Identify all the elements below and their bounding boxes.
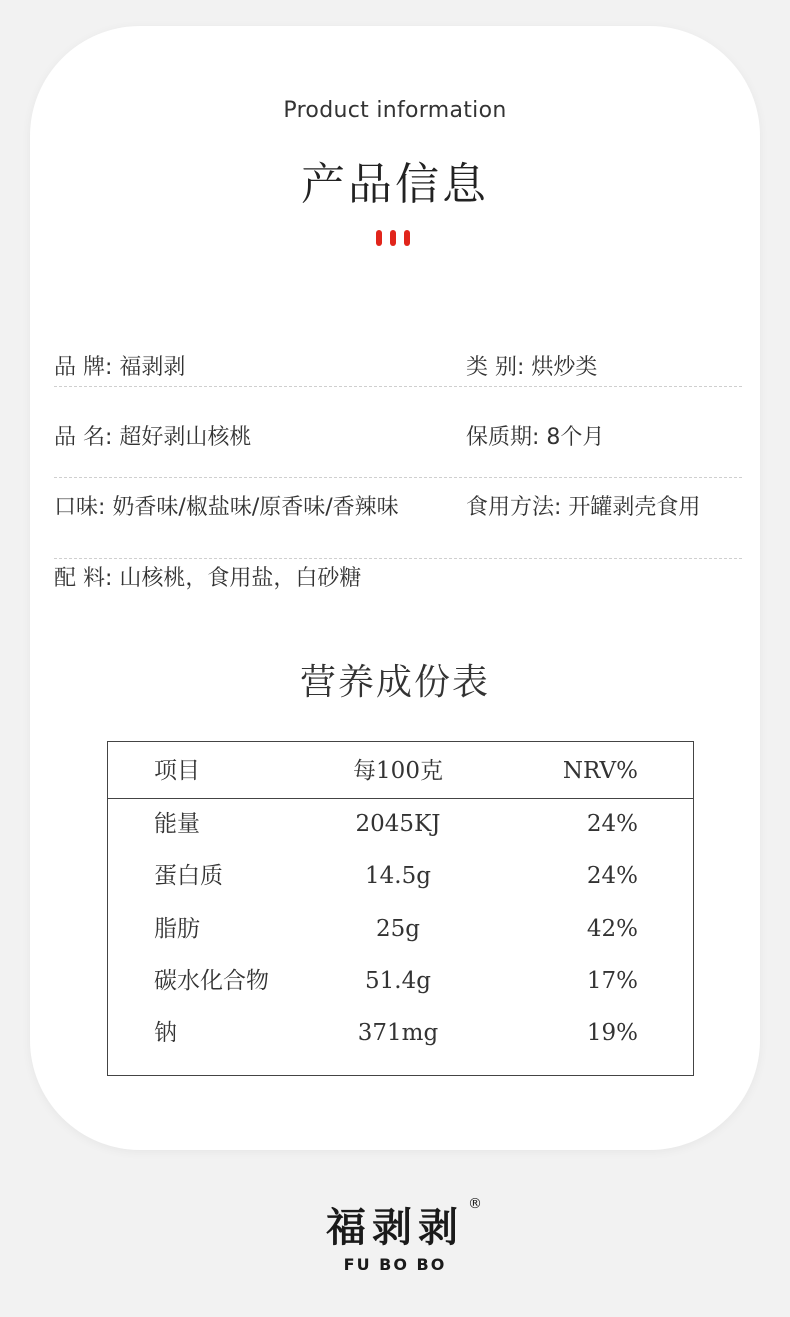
- header-item: 项目: [154, 758, 200, 784]
- row-protein-value: 14.5g: [365, 863, 431, 889]
- logo-chinese: [326, 1196, 482, 1253]
- row-fat-label: 脂肪: [154, 916, 200, 942]
- info-row-ingredients: [54, 561, 742, 597]
- logo-english: FU BO BO: [343, 1255, 447, 1274]
- info-row-name: [54, 420, 742, 456]
- table-header-divider: [108, 798, 693, 799]
- header-per100g: 每100克: [353, 758, 443, 784]
- decorative-bars: [376, 230, 410, 246]
- row-energy-label: 能量: [154, 811, 200, 837]
- row-fat-value: 25g: [376, 916, 420, 942]
- nutrition-table: [107, 741, 694, 1076]
- row-fat-nrv: 42%: [586, 916, 638, 942]
- row-carb-nrv: 17%: [586, 968, 638, 994]
- category-text: 类 别: 烘炒类: [466, 355, 598, 380]
- ingredients-text: 配 料: 山核桃，食用盐，白砂糖: [54, 566, 362, 591]
- english-title: Product information: [283, 98, 507, 123]
- row-sodium-label: 钠: [154, 1020, 177, 1046]
- brand-logo: [0, 1196, 790, 1274]
- divider: [54, 477, 742, 478]
- divider: [54, 386, 742, 387]
- registered-mark: ®: [468, 1196, 482, 1212]
- red-bar: [390, 230, 396, 246]
- red-bar: [404, 230, 410, 246]
- row-sodium-value: 371mg: [357, 1020, 439, 1046]
- usage-text: 食用方法: 开罐剥壳食用: [466, 495, 701, 520]
- page-title: 产品信息: [301, 159, 489, 210]
- row-sodium-nrv: 19%: [586, 1020, 638, 1046]
- nutrition-title: 营养成份表: [299, 662, 490, 703]
- divider: [54, 558, 742, 559]
- info-row-flavor: [54, 490, 742, 526]
- row-protein-nrv: 24%: [586, 863, 638, 889]
- flavor-text: 口味: 奶香味/椒盐味/原香味/香辣味: [54, 495, 399, 520]
- row-energy-value: 2045KJ: [355, 811, 441, 837]
- info-row-brand: [54, 350, 742, 386]
- row-carb-value: 51.4g: [365, 968, 431, 994]
- logo-chinese-text: 福剥剥: [326, 1205, 464, 1251]
- product-name-text: 品 名: 超好剥山核桃: [54, 425, 252, 450]
- shelf-life-text: 保质期: 8个月: [466, 425, 605, 450]
- row-protein-label: 蛋白质: [154, 863, 223, 889]
- brand-text: 品 牌: 福剥剥: [54, 355, 186, 380]
- red-bar: [376, 230, 382, 246]
- row-energy-nrv: 24%: [586, 811, 638, 837]
- header-nrv: NRV%: [562, 758, 638, 784]
- row-carb-label: 碳水化合物: [154, 968, 269, 994]
